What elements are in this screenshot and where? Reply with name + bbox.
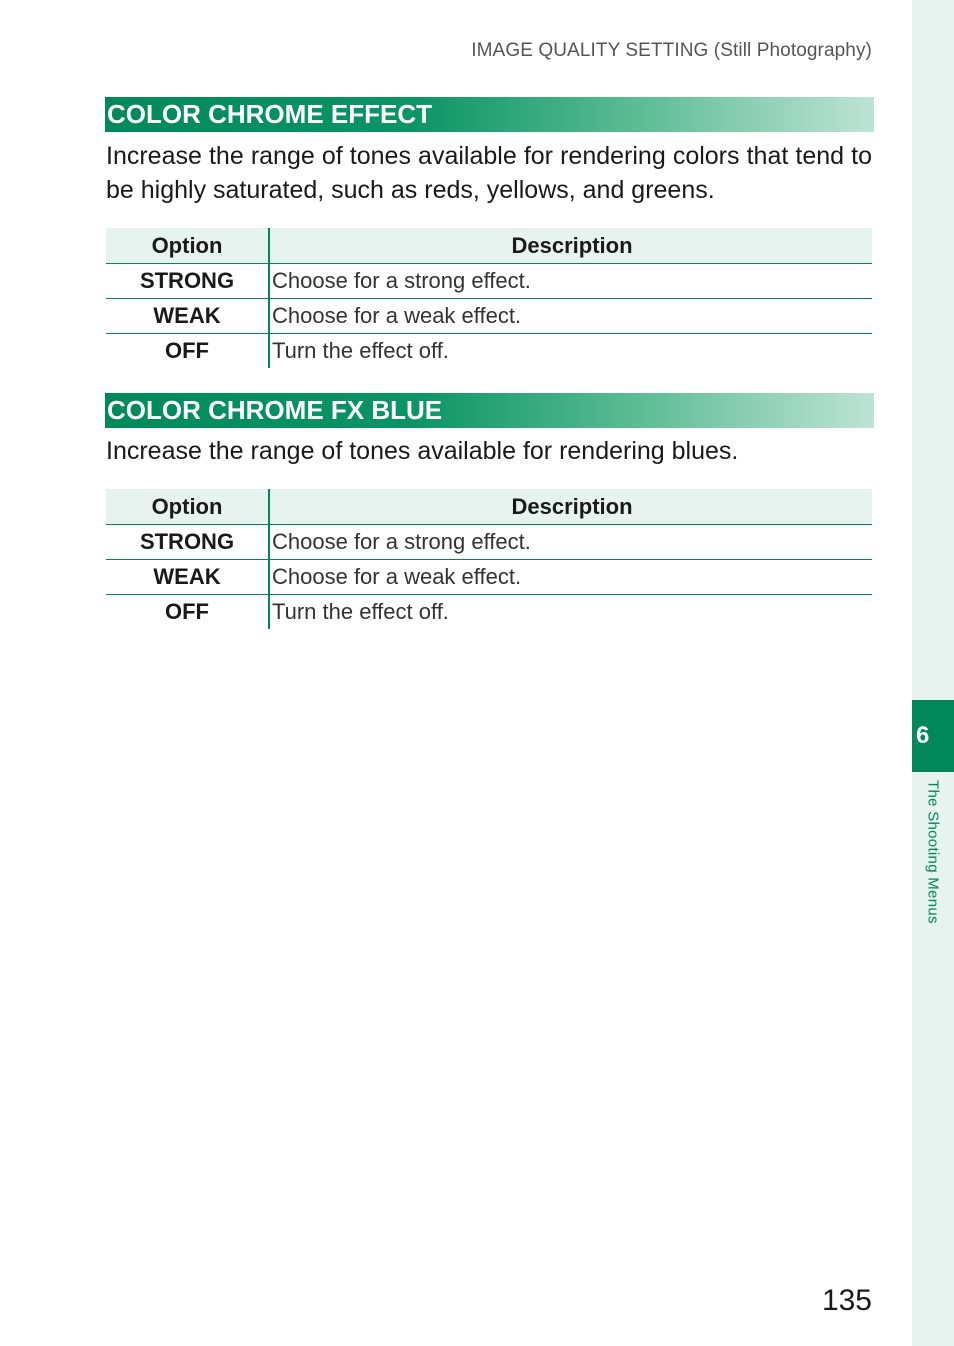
section-description: Increase the range of tones available for rendering colors that tend to be highly saturated, such as reds, yellows, and greens. (106, 142, 872, 204)
table-header-row (106, 489, 872, 525)
table-row (106, 560, 872, 595)
table-row (106, 264, 872, 299)
page-number: 135 (821, 1284, 872, 1317)
option-description: Choose for a strong effect. (269, 264, 872, 299)
option-name: OFF (165, 338, 209, 363)
running-head: IMAGE QUALITY SETTING (Still Photography) (471, 40, 872, 61)
column-header-option: Option (106, 489, 269, 525)
column-header-description: Description (269, 228, 872, 264)
option-name: OFF (165, 599, 209, 624)
section-heading-color-chrome-effect: COLOR CHROME EFFECT (105, 97, 874, 132)
table-row (106, 525, 872, 560)
option-description: Turn the effect off. (269, 334, 872, 369)
column-header-option: Option (106, 228, 269, 264)
section-heading-color-chrome-fx-blue: COLOR CHROME FX BLUE (105, 393, 874, 428)
table-row (106, 595, 872, 630)
options-table (106, 489, 872, 629)
chapter-number: 6 (912, 700, 954, 772)
table-header-row (106, 228, 872, 264)
section-description: Increase the range of tones available for rendering blues. (106, 437, 739, 465)
option-description: Choose for a strong effect. (269, 525, 872, 560)
option-name: WEAK (106, 299, 269, 334)
column-header-description: Description (269, 489, 872, 525)
table-row (106, 299, 872, 334)
options-table (106, 228, 872, 368)
side-tab (912, 0, 954, 1346)
option-description: Turn the effect off. (269, 595, 872, 630)
option-description: Choose for a weak effect. (269, 560, 872, 595)
chapter-title: The Shooting Menus (924, 780, 942, 924)
option-name: STRONG (106, 264, 269, 299)
option-name: STRONG (106, 525, 269, 560)
option-name: WEAK (106, 560, 269, 595)
option-description: Choose for a weak effect. (269, 299, 872, 334)
table-row (106, 334, 872, 369)
